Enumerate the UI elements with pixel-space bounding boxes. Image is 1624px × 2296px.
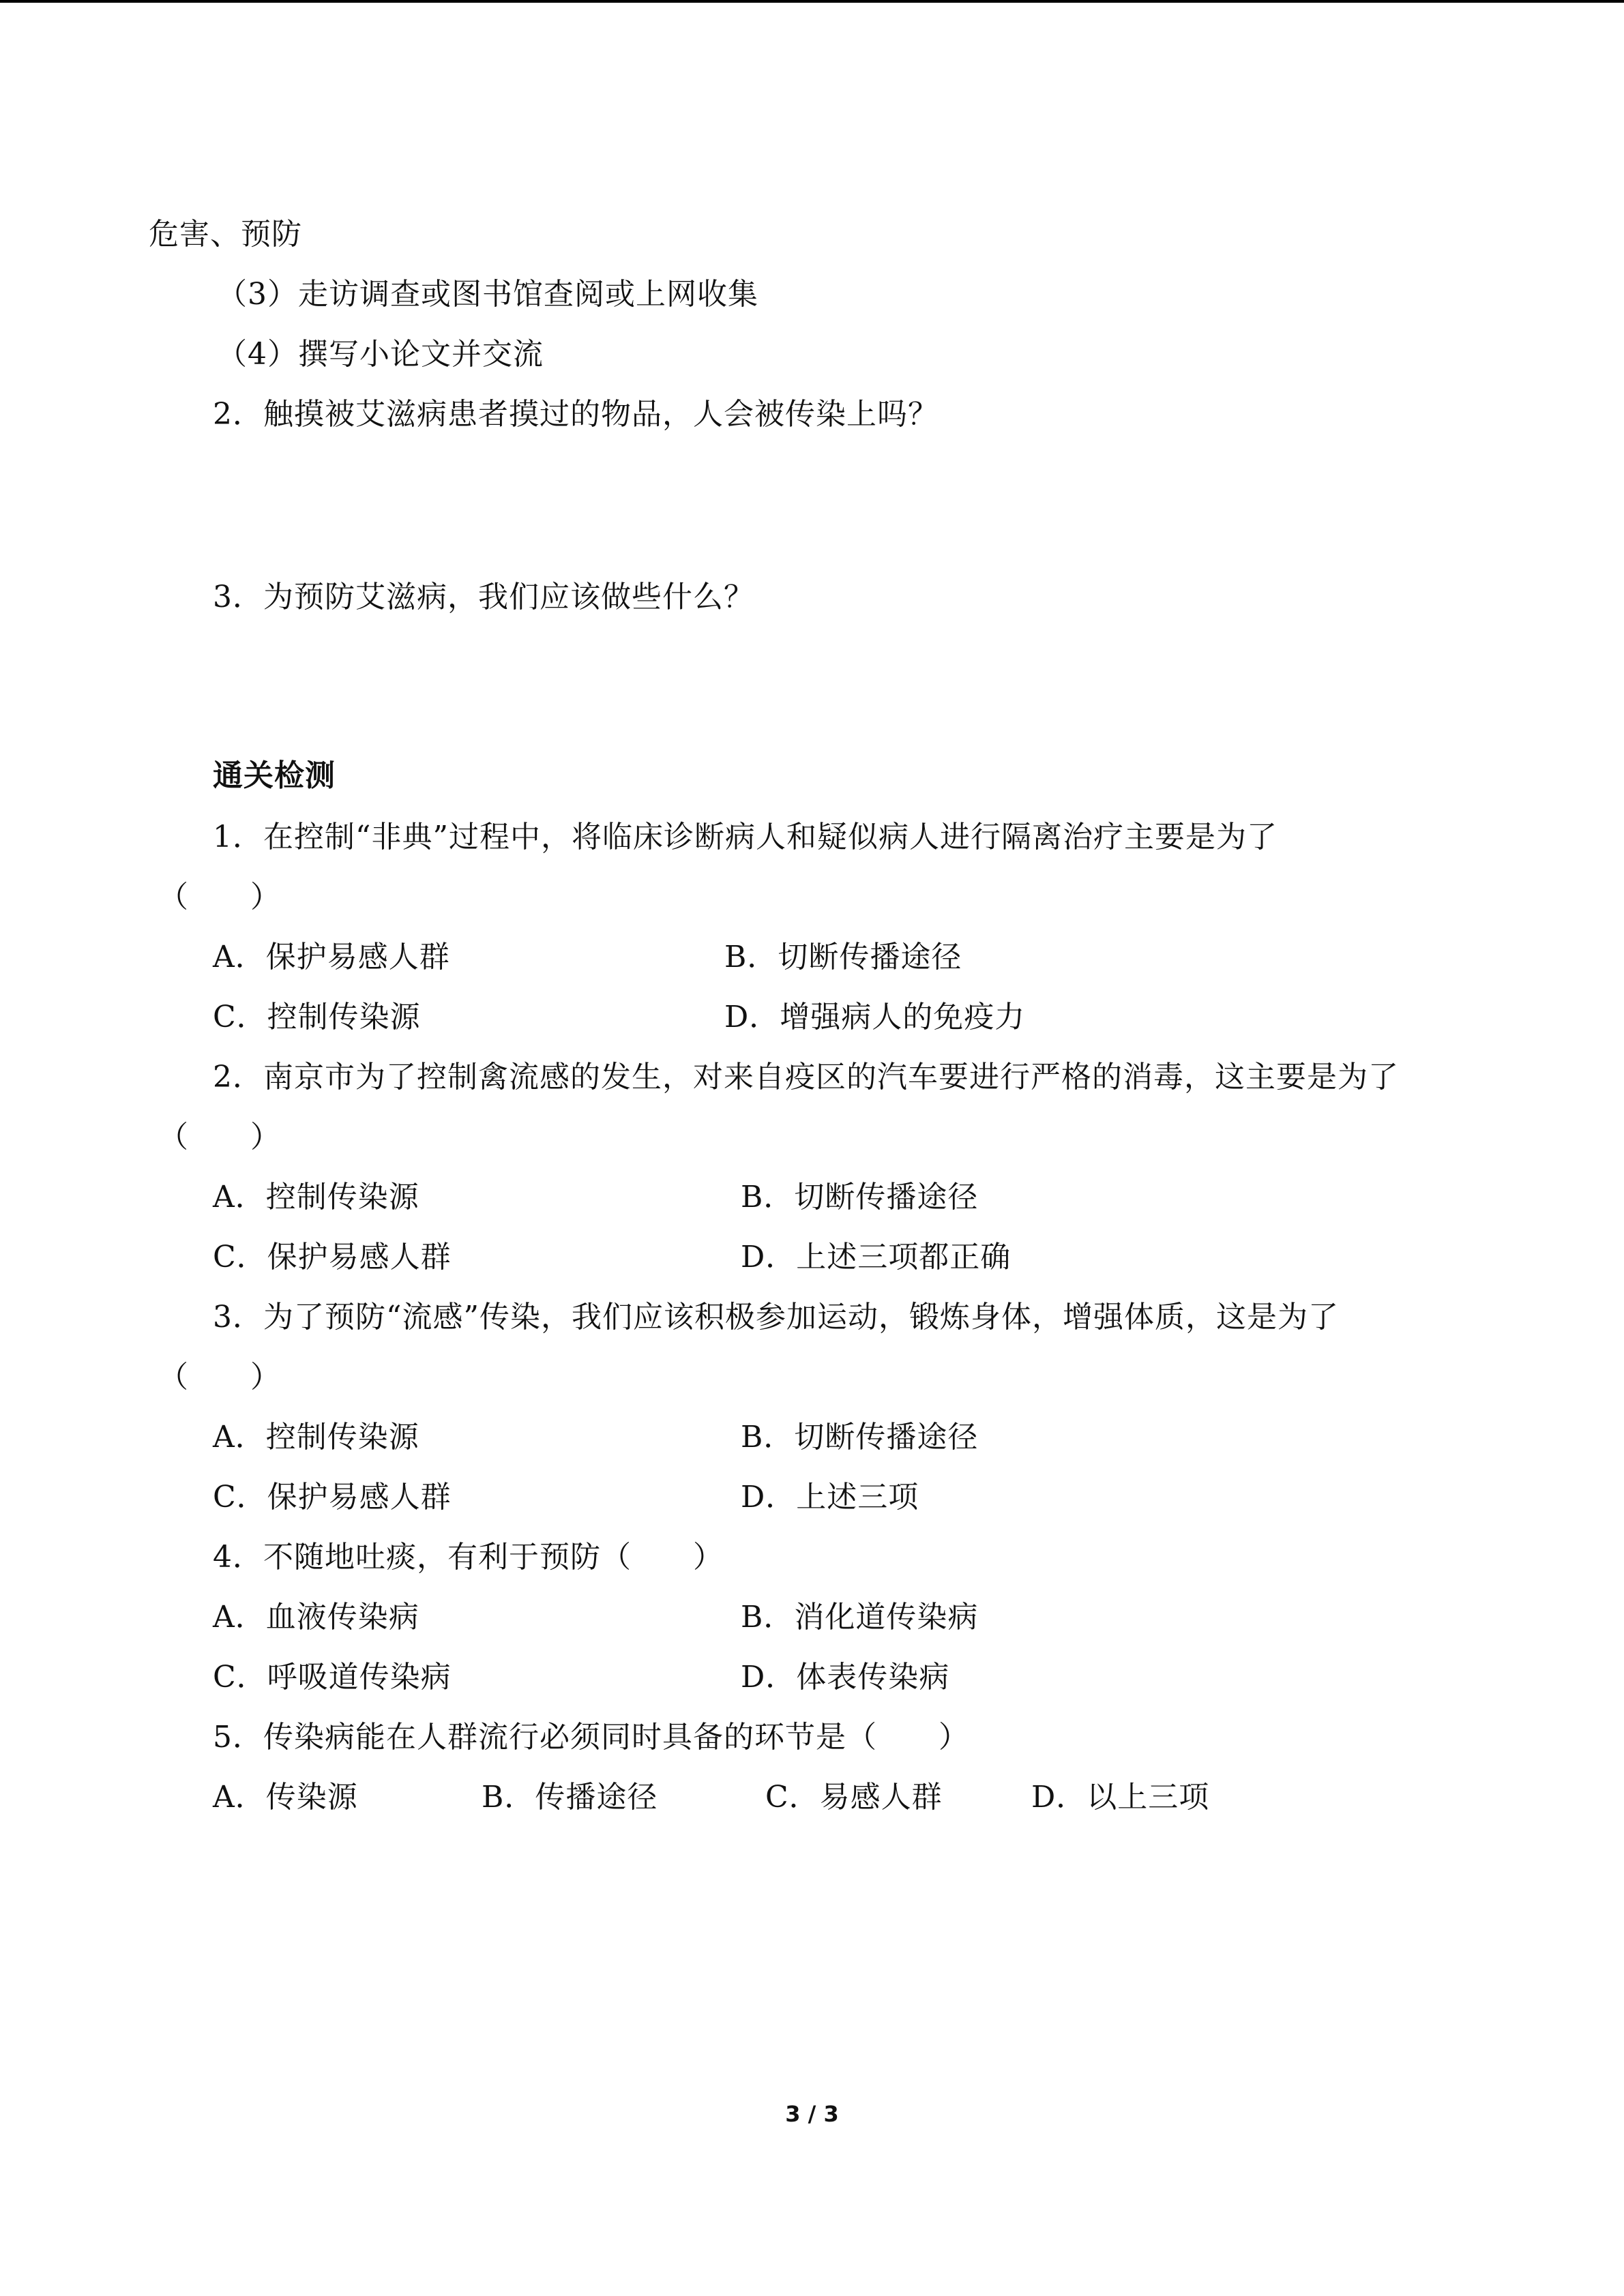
test-item-2-bracket: （ ）: [158, 1120, 281, 1154]
test-item-5-option-a: A．传染源: [213, 1780, 358, 1815]
test-heading: 通关检测: [213, 758, 336, 793]
test-item-3-stem: 3．为了预防“流感”传染，我们应该积极参加运动，锻炼身体，增强体质，这是为了: [213, 1300, 1339, 1335]
test-item-4-option-c: C．呼吸道传染病: [213, 1660, 452, 1695]
step-3-text: （3）走访调查或图书馆查阅或上网收集: [217, 277, 758, 312]
page-top-border: [0, 0, 1624, 3]
test-item-4-option-d: D．体表传染病: [741, 1660, 950, 1695]
step-4-text: （4）撰写小论文并交流: [217, 337, 544, 372]
page-number: 3 / 3: [785, 2101, 839, 2127]
test-item-1-option-b: B．切断传播途径: [724, 940, 962, 974]
test-item-4-stem: 4．不随地吐痰，有利于预防（ ）: [213, 1540, 724, 1575]
test-item-2-option-a: A．控制传染源: [213, 1180, 419, 1214]
test-item-1-stem: 1．在控制“非典”过程中，将临床诊断病人和疑似病人进行隔离治疗主要是为了: [213, 820, 1278, 854]
test-item-3-bracket: （ ）: [158, 1360, 281, 1395]
test-item-1-option-d: D．增强病人的免疫力: [724, 1000, 1026, 1034]
test-item-5-option-c: C．易感人群: [765, 1780, 943, 1815]
question-3-text: 3．为预防艾滋病，我们应该做些什么？: [213, 580, 754, 614]
test-item-2-option-d: D．上述三项都正确: [741, 1240, 1012, 1274]
test-item-2-option-c: C．保护易感人群: [213, 1240, 452, 1274]
test-item-3-option-b: B．切断传播途径: [741, 1420, 979, 1455]
question-2-text: 2．触摸被艾滋病患者摸过的物品，人会被传染上吗？: [213, 397, 939, 432]
test-item-5-option-b: B．传播途径: [482, 1780, 658, 1815]
test-item-5-stem: 5．传染病能在人群流行必须同时具备的环节是（ ）: [213, 1720, 969, 1755]
test-item-4-option-b: B．消化道传染病: [741, 1600, 979, 1635]
test-item-2-stem: 2．南京市为了控制禽流感的发生，对来自疫区的汽车要进行严格的消毒，这主要是为了: [213, 1060, 1399, 1094]
test-item-5-option-d: D．以上三项: [1031, 1780, 1210, 1815]
test-item-1-option-a: A．保护易感人群: [213, 940, 450, 974]
test-item-3-option-a: A．控制传染源: [213, 1420, 419, 1455]
test-item-3-option-d: D．上述三项: [741, 1480, 919, 1515]
test-item-1-bracket: （ ）: [158, 880, 281, 914]
continued-line: 危害、预防: [149, 217, 302, 252]
test-item-4-option-a: A．血液传染病: [213, 1600, 419, 1635]
test-item-1-option-c: C．控制传染源: [213, 1000, 421, 1034]
test-item-2-option-b: B．切断传播途径: [741, 1180, 979, 1214]
test-item-3-option-c: C．保护易感人群: [213, 1480, 452, 1515]
